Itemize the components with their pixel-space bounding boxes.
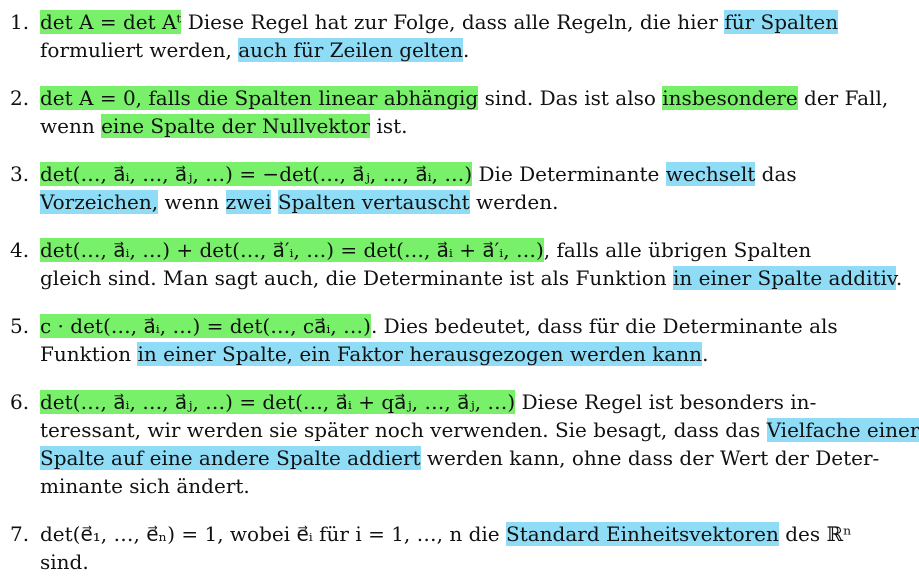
highlight-blue: in einer Spalte additiv — [673, 266, 896, 290]
item-number: 3. — [10, 162, 30, 186]
highlight-blue: in einer Spalte, ein Faktor herausgezogen werden kann — [137, 342, 703, 366]
text-line — [40, 416, 919, 444]
item-text — [40, 160, 872, 216]
text-line — [40, 160, 872, 188]
highlight-blue: wechselt — [665, 162, 756, 186]
text-run: wenn — [158, 190, 226, 214]
text-run: formuliert werden, — [40, 38, 239, 62]
item-text — [40, 520, 872, 576]
highlight-green: det(…, a⃗ᵢ, …, a⃗ⱼ, …) = det(…, a⃗ᵢ + qa⃗ⱼ, …, a⃗ⱼ, …) — [40, 390, 516, 414]
text-run: minante sich ändert. — [40, 474, 250, 498]
text-run: . — [463, 38, 470, 62]
highlight-blue: Spalten vertauscht — [277, 190, 470, 214]
item-number: 4. — [10, 238, 30, 262]
text-line — [40, 548, 872, 576]
item-text — [40, 236, 903, 292]
highlight-blue: zwei — [225, 190, 272, 214]
item-text — [40, 84, 889, 140]
highlight-blue: Vielfache einer — [766, 418, 919, 442]
highlight-green: det(…, a⃗ᵢ, …, a⃗ⱼ, …) = −det(…, a⃗ⱼ, …, a⃗ᵢ, …) — [40, 162, 473, 186]
text-run: des ℝⁿ — [778, 522, 852, 546]
text-line — [40, 340, 872, 368]
highlight-green: det(…, a⃗ᵢ, …) + det(…, a⃗′ᵢ, …) = det(…, a⃗ᵢ + a⃗′ᵢ, …) — [40, 238, 544, 262]
text-run: gleich sind. Man sagt auch, die Determinante ist als Funktion — [40, 266, 673, 290]
text-run: werden kann, ohne dass der Wert der Deter- — [420, 446, 880, 470]
item-number: 2. — [10, 86, 30, 110]
item-number: 5. — [10, 314, 30, 338]
text-line — [40, 472, 872, 500]
text-run: sind. — [40, 550, 89, 574]
text-run: . — [895, 266, 903, 290]
text-run: Die Determinante — [472, 162, 666, 186]
text-run — [271, 190, 277, 214]
text-run: das — [755, 162, 797, 186]
text-run: . — [702, 342, 709, 366]
text-run: Diese Regel ist besonders in- — [515, 390, 817, 414]
highlight-green: det A = 0, falls die Spalten linear abhängig — [40, 86, 479, 110]
text-run: . Dies bedeutet, dass für die Determinante als — [370, 314, 838, 338]
highlight-green: insbesondere — [662, 86, 798, 110]
text-line — [40, 520, 872, 548]
text-run: ist. — [370, 114, 408, 138]
text-line — [40, 312, 872, 340]
item-number: 7. — [10, 522, 30, 546]
highlight-blue: Spalte auf eine andere Spalte addiert — [40, 446, 421, 470]
text-run: werden. — [469, 190, 559, 214]
text-line — [40, 8, 872, 36]
highlight-blue: für Spalten — [724, 10, 839, 34]
text-run: , falls alle übrigen Spalten — [543, 238, 812, 262]
highlight-blue: auch für Zeilen gelten — [238, 38, 464, 62]
text-run: Diese Regel hat zur Folge, dass alle Regeln, die hier — [181, 10, 725, 34]
text-run: teressant, wir werden sie später noch verwenden. Sie besagt, dass das — [40, 418, 767, 442]
text-run: det(e⃗₁, …, e⃗ₙ) = 1, wobei e⃗ᵢ für i = 1, …, n die — [40, 522, 506, 546]
text-line — [40, 444, 880, 472]
text-line — [40, 188, 872, 216]
text-run: sind. Das ist also — [478, 86, 663, 110]
item-number: 6. — [10, 390, 30, 414]
text-run: Funktion — [40, 342, 138, 366]
highlight-green: c · det(…, a⃗ᵢ, …) = det(…, ca⃗ᵢ, …) — [40, 314, 371, 338]
text-run: der Fall, — [797, 86, 889, 110]
text-line — [40, 264, 903, 292]
highlight-blue: Vorzeichen, — [40, 190, 159, 214]
item-text — [40, 8, 872, 64]
text-line — [40, 236, 872, 264]
highlight-green: eine Spalte der Nullvektor — [101, 114, 371, 138]
item-text — [40, 388, 919, 500]
highlight-blue: Standard Einheitsvektoren — [506, 522, 779, 546]
highlight-green: det A = det Aᵗ — [40, 10, 182, 34]
item-number: 1. — [10, 10, 30, 34]
text-line — [40, 388, 872, 416]
text-line — [40, 84, 889, 112]
text-run: wenn — [40, 114, 102, 138]
text-line — [40, 36, 872, 64]
text-line — [40, 112, 872, 140]
item-text — [40, 312, 872, 368]
